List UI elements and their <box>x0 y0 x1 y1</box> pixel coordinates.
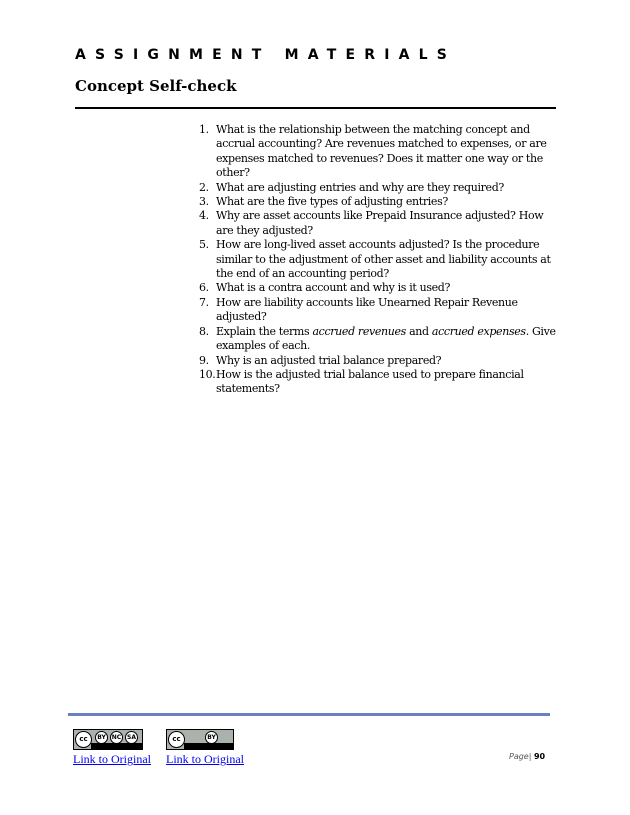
question-item <box>199 281 556 295</box>
cc-by-license-badge[interactable] <box>166 729 234 750</box>
cc-by-nc-sa-license-badge[interactable] <box>73 729 143 750</box>
emphasized-term: accrued expenses <box>431 324 526 338</box>
question-text-segment: What is a contra account and why is it used? <box>216 281 451 295</box>
question-text <box>216 181 556 195</box>
question-item <box>199 296 556 325</box>
question-number: 9. <box>199 353 209 367</box>
link-to-original[interactable]: Link to Original <box>166 752 244 766</box>
question-item <box>199 181 556 195</box>
question-text <box>216 368 556 397</box>
question-number: 1. <box>199 123 209 136</box>
question-number: 6. <box>199 281 209 295</box>
badge-strip <box>184 743 233 749</box>
page-title: Concept Self-check <box>75 77 237 95</box>
emphasized-term: accrued revenues <box>312 324 406 338</box>
page-number-value: 90 <box>533 752 546 761</box>
question-number: 8. <box>199 324 209 338</box>
question-text-segment: Why is an adjusted trial balance prepared? <box>216 353 442 367</box>
section-heading: ASSIGNMENT MATERIALS <box>75 47 457 63</box>
question-number: 2. <box>199 180 209 194</box>
title-divider <box>75 107 556 109</box>
question-text-segment: What are the five types of adjusting entries? <box>216 195 448 209</box>
question-item <box>199 325 556 354</box>
attribution-icon: BY <box>95 731 108 744</box>
question-text-segment: How are long-lived asset accounts adjusted? Is the procedure similar to the adjustment of other asset and liability accounts at the end of an accounting period? <box>216 238 551 281</box>
question-text-segment: . Give examples of each. <box>216 324 556 353</box>
question-text <box>216 354 556 368</box>
question-number: 5. <box>199 238 209 252</box>
link-to-original[interactable]: Link to Original <box>73 752 151 766</box>
attribution-icon: BY <box>205 731 218 744</box>
question-text <box>216 209 556 238</box>
question-text-segment: Why are asset accounts like Prepaid Insurance adjusted? How are they adjusted? <box>216 209 544 237</box>
question-text <box>216 296 556 325</box>
page-label: Page <box>509 752 529 761</box>
question-text-segment: How are liability accounts like Unearned Repair Revenue adjusted? <box>216 295 518 324</box>
question-text-segment: Explain the terms <box>216 324 313 338</box>
question-list <box>199 123 556 397</box>
question-item <box>199 238 556 281</box>
page-number <box>509 752 545 761</box>
noncommercial-icon: NC <box>110 731 123 744</box>
question-text-segment: What is the relationship between the matching concept and accrual accounting? Are revenues matched to expenses, or are expenses matched to revenues? Does it matter one way or the other? <box>216 123 547 180</box>
question-number: 10. <box>199 367 216 381</box>
question-text <box>216 325 556 354</box>
cc-logo-icon: cc <box>75 731 92 748</box>
question-item <box>199 354 556 368</box>
question-number: 3. <box>199 195 209 209</box>
question-item <box>199 368 556 397</box>
question-text <box>216 238 556 281</box>
question-text-segment: and <box>405 324 432 338</box>
question-text <box>216 195 556 209</box>
question-text <box>216 281 556 295</box>
sharealike-icon: SA <box>125 731 138 744</box>
question-number: 7. <box>199 295 209 309</box>
question-text-segment: How is the adjusted trial balance used to prepare financial statements? <box>216 367 524 396</box>
question-number: 4. <box>199 209 209 223</box>
footer-divider <box>68 713 550 716</box>
question-item <box>199 123 556 181</box>
question-text <box>216 123 556 181</box>
page-separator: | <box>528 752 532 761</box>
question-item <box>199 209 556 238</box>
question-item <box>199 195 556 209</box>
question-text-segment: What are adjusting entries and why are they required? <box>216 180 504 194</box>
cc-logo-icon: cc <box>168 731 185 748</box>
